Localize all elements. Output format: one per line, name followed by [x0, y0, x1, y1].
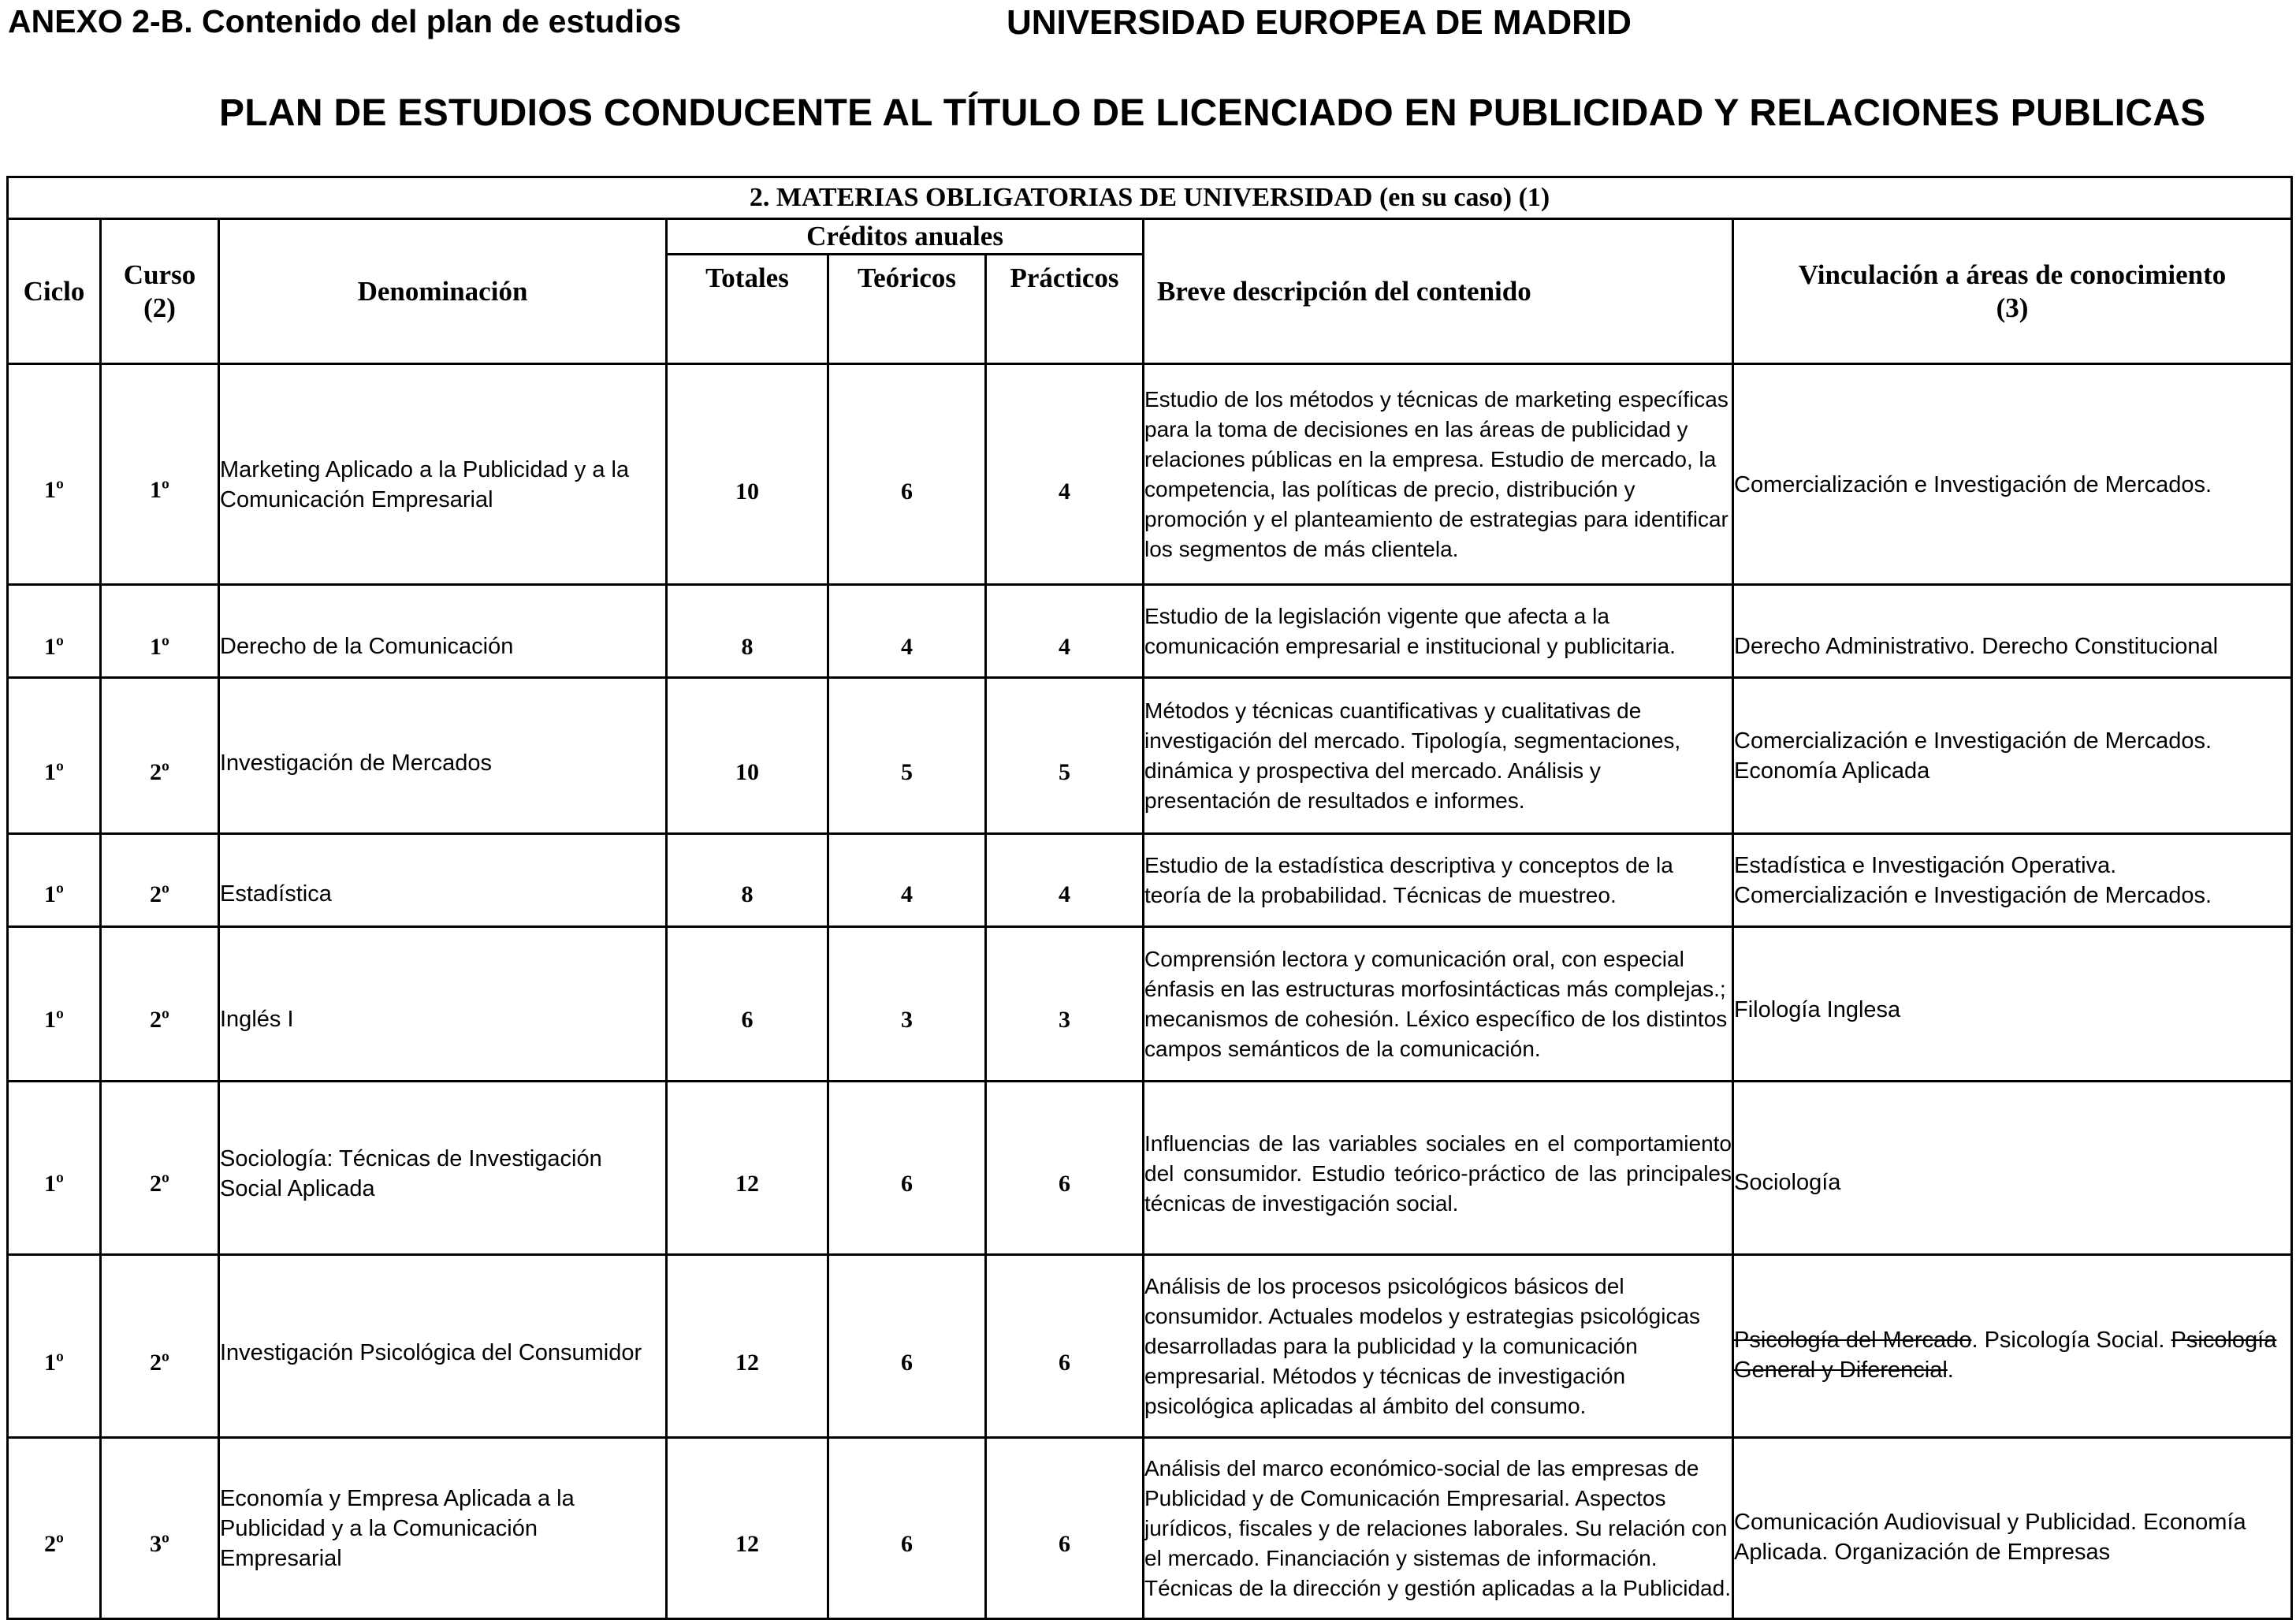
cell-curso: 2º: [101, 1255, 219, 1438]
cell-practicos: 6: [986, 1438, 1144, 1619]
cell-denominacion: Marketing Aplicado a la Publicidad y a la Comunicación Empresarial: [219, 364, 667, 585]
curso-note: (2): [143, 292, 176, 323]
cell-vinculacion: Comunicación Audiovisual y Publicidad. Economía Aplicada. Organización de Empresas: [1733, 1438, 2292, 1619]
vinculacion-label: Vinculación a áreas de conocimiento: [1798, 259, 2227, 290]
cell-practicos: 5: [986, 678, 1144, 834]
cell-teoricos: 6: [828, 364, 986, 585]
cell-denominacion: Inglés I: [219, 927, 667, 1082]
cell-curso: 3º: [101, 1438, 219, 1619]
col-header-denominacion: Denominación: [219, 219, 667, 364]
cell-practicos: 4: [986, 585, 1144, 678]
curriculum-table: [6, 176, 2293, 1620]
cell-practicos: 3: [986, 927, 1144, 1082]
cell-totales: 8: [667, 834, 828, 927]
cell-curso: 2º: [101, 927, 219, 1082]
cell-denominacion: Investigación de Mercados: [219, 678, 667, 834]
vinculacion-note: (3): [1996, 292, 2029, 323]
table-row: [8, 1438, 2292, 1619]
cell-vinculacion: Estadística e Investigación Operativa. Comercialización e Investigación de Mercados.: [1733, 834, 2292, 927]
cell-ciclo: 1º: [8, 1255, 101, 1438]
table-row: [8, 585, 2292, 678]
col-header-creditos: Créditos anuales: [667, 219, 1144, 255]
cell-totales: 10: [667, 678, 828, 834]
col-header-practicos: Prácticos: [986, 255, 1144, 364]
cell-descripcion: Métodos y técnicas cuantificativas y cualitativas de investigación del mercado. Tipología, segmentaciones, dinámica y prospectiva del mercado. Análisis y presentación de resultados e informes.: [1144, 678, 1733, 834]
cell-curso: 1º: [101, 585, 219, 678]
cell-ciclo: 2º: [8, 1438, 101, 1619]
cell-vinculacion: Derecho Administrativo. Derecho Constitucional: [1733, 585, 2292, 678]
plan-title: PLAN DE ESTUDIOS CONDUCENTE AL TÍTULO DE LICENCIADO EN PUBLICIDAD Y RELACIONES PUBLICAS: [219, 92, 2206, 134]
cell-descripcion: Estudio de los métodos y técnicas de marketing específicas para la toma de decisiones en las áreas de publicidad y relaciones públicas en la empresa. Estudio de mercado, la competencia, las políticas de precio, distribución y promoción y el planteamiento de estrategias para identificar los segmentos de más clientela.: [1144, 364, 1733, 585]
cell-practicos: 4: [986, 834, 1144, 927]
cell-ciclo: 1º: [8, 585, 101, 678]
cell-curso: 2º: [101, 1082, 219, 1255]
cell-curso: 2º: [101, 678, 219, 834]
cell-curso: 1º: [101, 364, 219, 585]
table-row: [8, 1255, 2292, 1438]
cell-curso: 2º: [101, 834, 219, 927]
university-name: UNIVERSIDAD EUROPEA DE MADRID: [1007, 3, 1632, 42]
cell-descripcion: Estudio de la legislación vigente que afecta a la comunicación empresarial e institucional y publicitaria.: [1144, 585, 1733, 678]
cell-denominacion: Economía y Empresa Aplicada a la Publicidad y a la Comunicación Empresarial: [219, 1438, 667, 1619]
cell-ciclo: 1º: [8, 1082, 101, 1255]
table-row: [8, 678, 2292, 834]
col-header-ciclo: Ciclo: [8, 219, 101, 364]
cell-totales: 6: [667, 927, 828, 1082]
cell-ciclo: 1º: [8, 834, 101, 927]
cell-denominacion: Estadística: [219, 834, 667, 927]
curso-label: Curso: [123, 259, 196, 290]
col-header-totales: Totales: [667, 255, 828, 364]
cell-totales: 12: [667, 1082, 828, 1255]
cell-vinculacion: Filología Inglesa: [1733, 927, 2292, 1082]
cell-vinculacion: Comercialización e Investigación de Mercados.: [1733, 364, 2292, 585]
cell-totales: 12: [667, 1438, 828, 1619]
table-row: [8, 834, 2292, 927]
cell-descripcion: Comprensión lectora y comunicación oral, con especial énfasis en las estructuras morfosintácticas más complejas.; mecanismos de cohesión. Léxico específico de los distintos campos semánticos de la comunicación.: [1144, 927, 1733, 1082]
cell-ciclo: 1º: [8, 927, 101, 1082]
cell-teoricos: 6: [828, 1438, 986, 1619]
cell-denominacion: Investigación Psicológica del Consumidor: [219, 1255, 667, 1438]
cell-practicos: 6: [986, 1255, 1144, 1438]
vinculacion-struck-1: Psicología del Mercado: [1734, 1327, 1972, 1353]
cell-vinculacion: [1733, 1255, 2292, 1438]
section-title: 2. MATERIAS OBLIGATORIAS DE UNIVERSIDAD (en su caso) (1): [8, 177, 2292, 219]
cell-denominacion: Derecho de la Comunicación: [219, 585, 667, 678]
vinculacion-end: .: [1947, 1357, 1954, 1383]
cell-ciclo: 1º: [8, 364, 101, 585]
vinculacion-struck-2: Psicología General y Diferencial: [1734, 1327, 2277, 1383]
col-header-descripcion: Breve descripción del contenido: [1144, 219, 1733, 364]
cell-vinculacion: Sociología: [1733, 1082, 2292, 1255]
cell-teoricos: 4: [828, 585, 986, 678]
vinculacion-mid: . Psicología Social.: [1971, 1327, 2165, 1353]
cell-teoricos: 3: [828, 927, 986, 1082]
cell-descripcion: Influencias de las variables sociales en el comportamiento del consumidor. Estudio teórico-práctico de las principales técnicas de investigación social.: [1144, 1082, 1733, 1255]
table-row: [8, 927, 2292, 1082]
cell-ciclo: 1º: [8, 678, 101, 834]
cell-practicos: 4: [986, 364, 1144, 585]
col-header-teoricos: Teóricos: [828, 255, 986, 364]
cell-totales: 10: [667, 364, 828, 585]
cell-descripcion: Análisis de los procesos psicológicos básicos del consumidor. Actuales modelos y estrategias psicológicas desarrolladas para la publicidad y la comunicación empresarial. Métodos y técnicas de investigación psicológica aplicadas al ámbito del consumo.: [1144, 1255, 1733, 1438]
cell-descripcion: Estudio de la estadística descriptiva y conceptos de la teoría de la probabilidad. Técnicas de muestreo.: [1144, 834, 1733, 927]
col-header-curso: [101, 219, 219, 364]
table-row: [8, 1082, 2292, 1255]
cell-denominacion: Sociología: Técnicas de Investigación Social Aplicada: [219, 1082, 667, 1255]
table-row: [8, 364, 2292, 585]
cell-teoricos: 5: [828, 678, 986, 834]
cell-totales: 12: [667, 1255, 828, 1438]
cell-practicos: 6: [986, 1082, 1144, 1255]
cell-totales: 8: [667, 585, 828, 678]
cell-teoricos: 6: [828, 1082, 986, 1255]
cell-vinculacion: Comercialización e Investigación de Mercados. Economía Aplicada: [1733, 678, 2292, 834]
col-header-vinculacion: [1733, 219, 2292, 364]
cell-teoricos: 4: [828, 834, 986, 927]
cell-descripcion: Análisis del marco económico-social de las empresas de Publicidad y de Comunicación Empresarial. Aspectos jurídicos, fiscales y de relaciones laborales. Su relación con el mercado. Financiación y sistemas de información. Técnicas de la dirección y gestión aplicadas a la Publicidad.: [1144, 1438, 1733, 1619]
cell-teoricos: 6: [828, 1255, 986, 1438]
annex-title: ANEXO 2-B. Contenido del plan de estudios: [8, 3, 682, 39]
